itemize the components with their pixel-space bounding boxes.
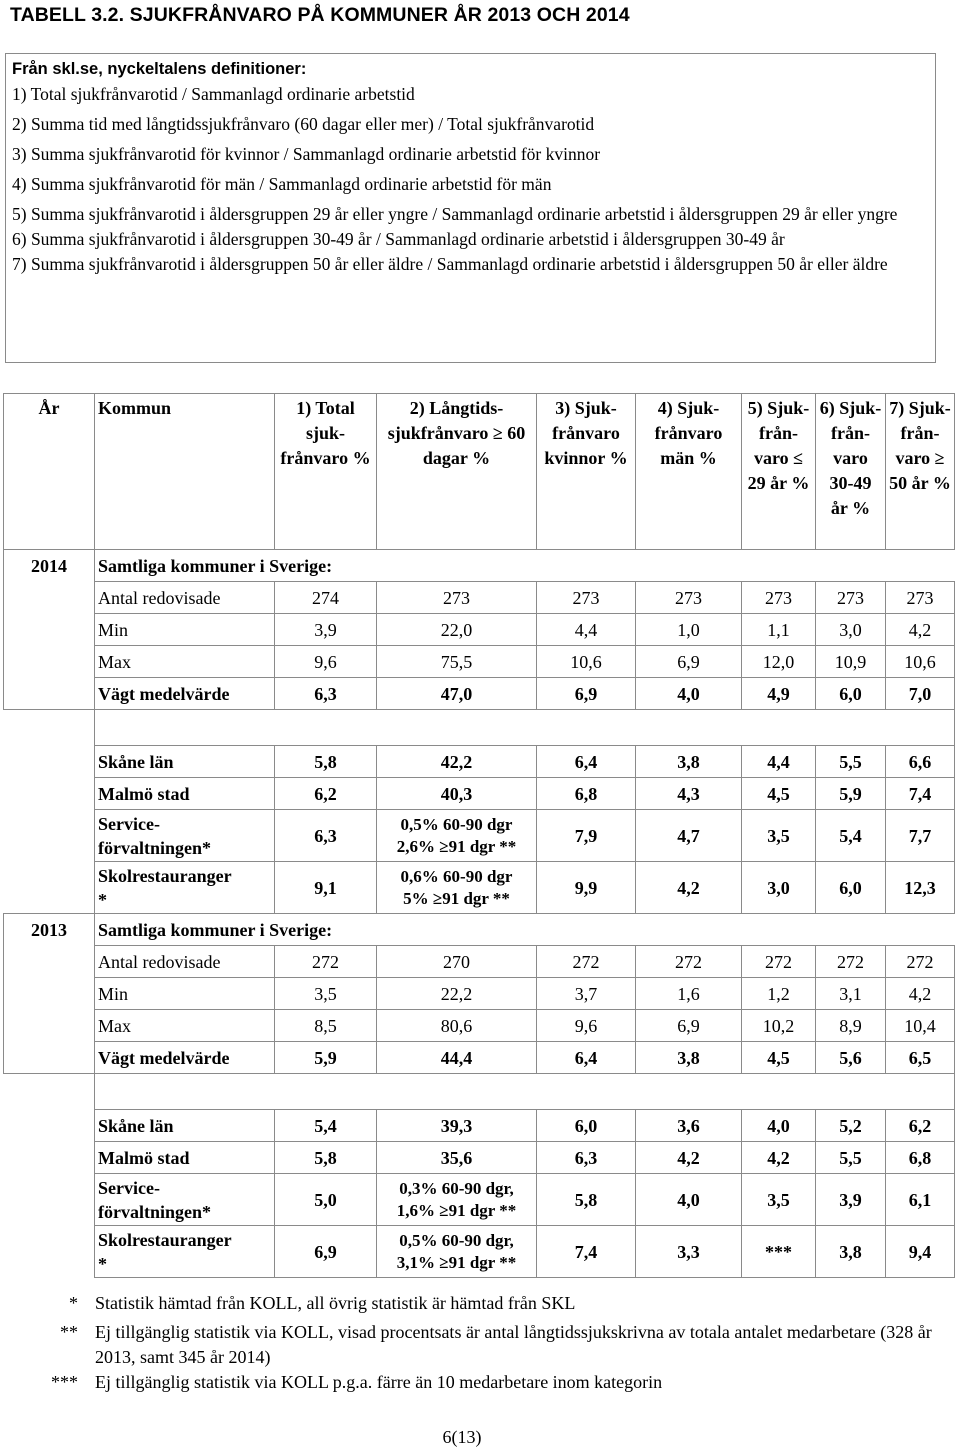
cell xyxy=(377,810,537,862)
year-2014: 2014 xyxy=(4,550,95,710)
cell: 1,2 xyxy=(742,978,816,1010)
cell: 9,6 xyxy=(537,1010,636,1042)
row-label xyxy=(95,1174,275,1226)
cell: 5,8 xyxy=(275,1142,377,1174)
cell: 6,8 xyxy=(537,778,636,810)
footnote-mark: *** xyxy=(51,1372,78,1392)
cell: 6,9 xyxy=(537,678,636,710)
footnote xyxy=(0,1320,960,1370)
cell: 9,9 xyxy=(537,862,636,914)
definition-5: 5) Summa sjukfrånvarotid i åldersgruppen 29 år eller yngre / Sammanlagd ordinarie arbetstid i åldersgruppen 29 år eller yngre xyxy=(12,204,898,224)
table-row xyxy=(4,582,955,614)
definitions-box xyxy=(5,53,936,363)
cell: 273 xyxy=(886,582,955,614)
footnote-text: Statistik hämtad från KOLL, all övrig statistik är hämtad från SKL xyxy=(95,1293,576,1313)
table-row xyxy=(4,746,955,778)
cell: 6,8 xyxy=(886,1142,955,1174)
cell: 22,2 xyxy=(377,978,537,1010)
spacer-row xyxy=(4,710,955,746)
cell: 272 xyxy=(742,946,816,978)
group-label: Samtliga kommuner i Sverige: xyxy=(98,919,333,940)
cell: 1,1 xyxy=(742,614,816,646)
cell: 12,3 xyxy=(886,862,955,914)
cell: 12,0 xyxy=(742,646,816,678)
cell: 3,1 xyxy=(816,978,886,1010)
group-label: Samtliga kommuner i Sverige: xyxy=(98,555,333,576)
cell: 10,6 xyxy=(537,646,636,678)
cell: 6,5 xyxy=(886,1042,955,1074)
row-label: Malmö stad xyxy=(95,778,275,810)
cell: 3,8 xyxy=(636,1042,742,1074)
cell: 7,4 xyxy=(886,778,955,810)
cell: 3,8 xyxy=(636,746,742,778)
cell: 7,9 xyxy=(537,810,636,862)
cell: 6,6 xyxy=(886,746,955,778)
cell: 6,9 xyxy=(636,1010,742,1042)
cell: 5,5 xyxy=(816,1142,886,1174)
cell-line: 1,6% ≥91 dgr ** xyxy=(396,1200,517,1220)
cell: 1,0 xyxy=(636,614,742,646)
cell: 6,9 xyxy=(275,1226,377,1278)
cell: 3,5 xyxy=(742,1174,816,1226)
cell xyxy=(377,862,537,914)
row-label: Antal redovisade xyxy=(95,946,275,978)
cell: 272 xyxy=(275,946,377,978)
row-label: Antal redovisade xyxy=(95,582,275,614)
row-label: Max xyxy=(95,646,275,678)
definition-6: 6) Summa sjukfrånvarotid i åldersgruppen 30-49 år / Sammanlagd ordinarie arbetstid i åldersgruppen 30-49 år xyxy=(12,229,785,249)
cell-line: 0,5% 60-90 dgr xyxy=(400,814,513,834)
cell: 4,2 xyxy=(886,978,955,1010)
definition-3: 3) Summa sjukfrånvarotid för kvinnor / Sammanlagd ordinarie arbetstid för kvinnor xyxy=(12,144,601,164)
cell xyxy=(377,1226,537,1278)
table-row xyxy=(4,1226,955,1278)
footnote-text: Ej tillgänglig statistik via KOLL, visad procentsats är antal långtidssjukskrivna av totala antalet medarbetare (328 år 2013, samt 345 år 2014) xyxy=(95,1322,932,1367)
cell: 8,9 xyxy=(816,1010,886,1042)
cell: 4,4 xyxy=(537,614,636,646)
table-row xyxy=(4,1042,955,1074)
row-label-line: förvaltningen* xyxy=(98,837,212,858)
cell: 9,6 xyxy=(275,646,377,678)
cell: 3,6 xyxy=(636,1110,742,1142)
cell: 5,2 xyxy=(816,1110,886,1142)
row-label: Min xyxy=(95,614,275,646)
cell: 6,2 xyxy=(886,1110,955,1142)
cell: 3,5 xyxy=(742,810,816,862)
cell: 4,5 xyxy=(742,1042,816,1074)
cell: 40,3 xyxy=(377,778,537,810)
cell-line: 0,6% 60-90 dgr xyxy=(400,866,513,886)
row-label-line: förvaltningen* xyxy=(98,1201,212,1222)
row-label-line: Service- xyxy=(98,1177,160,1198)
cell: 273 xyxy=(636,582,742,614)
header-men: 4) Sjuk-frånvaro män % xyxy=(636,394,742,550)
row-label xyxy=(95,862,275,914)
cell: 8,5 xyxy=(275,1010,377,1042)
row-label xyxy=(95,1226,275,1278)
cell: 3,3 xyxy=(636,1226,742,1278)
footnote-mark: ** xyxy=(60,1322,78,1342)
cell: 1,6 xyxy=(636,978,742,1010)
cell: *** xyxy=(742,1226,816,1278)
cell-line: 2,6% ≥91 dgr ** xyxy=(396,836,517,856)
table-row xyxy=(4,946,955,978)
cell: 273 xyxy=(816,582,886,614)
table-row xyxy=(4,1174,955,1226)
cell: 5,4 xyxy=(275,1110,377,1142)
cell: 6,3 xyxy=(537,1142,636,1174)
header-women: 3) Sjuk-frånvaro kvinnor % xyxy=(537,394,636,550)
cell: 44,4 xyxy=(377,1042,537,1074)
sick-leave-table xyxy=(3,393,955,1278)
cell: 10,9 xyxy=(816,646,886,678)
header-age-29: 5) Sjuk-från-varo ≤ 29 år % xyxy=(742,394,816,550)
cell: 272 xyxy=(537,946,636,978)
row-label: Vägt medelvärde xyxy=(95,678,275,710)
table-row xyxy=(4,1010,955,1042)
cell: 3,8 xyxy=(816,1226,886,1278)
table-row xyxy=(4,646,955,678)
footnote-mark: * xyxy=(69,1293,78,1313)
cell: 7,0 xyxy=(886,678,955,710)
cell: 6,2 xyxy=(275,778,377,810)
table-row xyxy=(4,678,955,710)
footnote xyxy=(0,1370,960,1395)
cell: 6,9 xyxy=(636,646,742,678)
cell: 47,0 xyxy=(377,678,537,710)
table-row xyxy=(4,1142,955,1174)
cell: 4,9 xyxy=(742,678,816,710)
definitions-heading: Från skl.se, nyckeltalens definitioner: xyxy=(12,60,307,78)
cell: 5,8 xyxy=(537,1174,636,1226)
cell: 4,4 xyxy=(742,746,816,778)
row-label xyxy=(95,810,275,862)
table-row xyxy=(4,914,955,946)
table-header-row xyxy=(4,394,955,550)
cell: 4,7 xyxy=(636,810,742,862)
cell: 3,0 xyxy=(742,862,816,914)
cell: 5,5 xyxy=(816,746,886,778)
footnotes xyxy=(0,1291,960,1395)
cell: 5,8 xyxy=(275,746,377,778)
footnote-text: Ej tillgänglig statistik via KOLL p.g.a. färre än 10 medarbetare inom kategorin xyxy=(95,1372,663,1392)
cell: 4,2 xyxy=(886,614,955,646)
table-row xyxy=(4,810,955,862)
table-row xyxy=(4,978,955,1010)
cell: 4,5 xyxy=(742,778,816,810)
header-municipality: Kommun xyxy=(95,394,275,550)
cell: 4,0 xyxy=(636,678,742,710)
cell: 6,3 xyxy=(275,810,377,862)
cell: 9,4 xyxy=(886,1226,955,1278)
cell: 272 xyxy=(636,946,742,978)
cell: 3,9 xyxy=(816,1174,886,1226)
definition-4: 4) Summa sjukfrånvarotid för män / Sammanlagd ordinarie arbetstid för män xyxy=(12,174,552,194)
spacer-row xyxy=(4,1074,955,1110)
cell: 273 xyxy=(742,582,816,614)
cell: 6,4 xyxy=(537,1042,636,1074)
cell: 3,9 xyxy=(275,614,377,646)
definition-7: 7) Summa sjukfrånvarotid i åldersgruppen 50 år eller äldre / Sammanlagd ordinarie arbetstid i åldersgruppen 50 år eller äldre xyxy=(12,254,888,274)
cell: 272 xyxy=(886,946,955,978)
cell: 5,4 xyxy=(816,810,886,862)
cell: 3,7 xyxy=(537,978,636,1010)
cell: 4,0 xyxy=(636,1174,742,1226)
header-long-term: 2) Långtids-sjukfrånvaro ≥ 60 dagar % xyxy=(377,394,537,550)
cell: 6,3 xyxy=(275,678,377,710)
cell: 35,6 xyxy=(377,1142,537,1174)
cell: 39,3 xyxy=(377,1110,537,1142)
cell: 3,0 xyxy=(816,614,886,646)
cell: 274 xyxy=(275,582,377,614)
cell: 9,1 xyxy=(275,862,377,914)
row-label: Malmö stad xyxy=(95,1142,275,1174)
cell: 80,6 xyxy=(377,1010,537,1042)
year-2013: 2013 xyxy=(4,914,95,1074)
cell: 6,4 xyxy=(537,746,636,778)
cell: 10,2 xyxy=(742,1010,816,1042)
cell: 272 xyxy=(816,946,886,978)
cell: 4,3 xyxy=(636,778,742,810)
row-label: Skåne län xyxy=(95,1110,275,1142)
cell: 6,1 xyxy=(886,1174,955,1226)
cell: 6,0 xyxy=(816,678,886,710)
cell: 10,6 xyxy=(886,646,955,678)
row-label: Skåne län xyxy=(95,746,275,778)
cell: 75,5 xyxy=(377,646,537,678)
cell: 4,2 xyxy=(636,1142,742,1174)
cell: 5,9 xyxy=(816,778,886,810)
header-year: År xyxy=(4,394,95,550)
row-label: Min xyxy=(95,978,275,1010)
footnote xyxy=(0,1291,960,1316)
cell: 6,0 xyxy=(816,862,886,914)
table-row xyxy=(4,550,955,582)
row-label: Vägt medelvärde xyxy=(95,1042,275,1074)
cell: 6,0 xyxy=(537,1110,636,1142)
cell: 4,2 xyxy=(636,862,742,914)
header-age-50: 7) Sjuk-från-varo ≥ 50 år % xyxy=(886,394,955,550)
cell: 270 xyxy=(377,946,537,978)
cell: 42,2 xyxy=(377,746,537,778)
definition-1: 1) Total sjukfrånvarotid / Sammanlagd ordinarie arbetstid xyxy=(12,84,415,104)
header-age-30-49: 6) Sjuk-från-varo 30-49 år % xyxy=(816,394,886,550)
cell: 5,6 xyxy=(816,1042,886,1074)
cell xyxy=(377,1174,537,1226)
table-row xyxy=(4,614,955,646)
table-row xyxy=(4,862,955,914)
row-label-line: Skolrestauranger xyxy=(98,1229,232,1250)
cell-line: 0,3% 60-90 dgr, xyxy=(399,1178,514,1198)
cell: 22,0 xyxy=(377,614,537,646)
cell: 273 xyxy=(537,582,636,614)
cell: 4,0 xyxy=(742,1110,816,1142)
definition-2: 2) Summa tid med långtidssjukfrånvaro (60 dagar eller mer) / Total sjukfrånvarotid xyxy=(12,114,595,134)
cell: 5,9 xyxy=(275,1042,377,1074)
cell: 4,2 xyxy=(742,1142,816,1174)
cell-line: 3,1% ≥91 dgr ** xyxy=(396,1252,517,1272)
page-title: TABELL 3.2. SJUKFRÅNVARO PÅ KOMMUNER ÅR 2013 OCH 2014 xyxy=(10,4,630,26)
cell-line: 5% ≥91 dgr ** xyxy=(403,888,510,908)
table-row xyxy=(4,1110,955,1142)
row-label-line: Service- xyxy=(98,813,160,834)
cell: 7,4 xyxy=(537,1226,636,1278)
header-total: 1) Total sjuk-frånvaro % xyxy=(275,394,377,550)
cell-line: 0,5% 60-90 dgr, xyxy=(399,1230,514,1250)
row-label-line: Skolrestauranger xyxy=(98,865,232,886)
cell: 7,7 xyxy=(886,810,955,862)
cell: 10,4 xyxy=(886,1010,955,1042)
row-label: Max xyxy=(95,1010,275,1042)
page-number: 6(13) xyxy=(442,1427,482,1447)
cell: 273 xyxy=(377,582,537,614)
row-label-line: * xyxy=(98,1253,107,1274)
cell: 5,0 xyxy=(275,1174,377,1226)
table-row xyxy=(4,778,955,810)
row-label-line: * xyxy=(98,889,107,910)
cell: 3,5 xyxy=(275,978,377,1010)
